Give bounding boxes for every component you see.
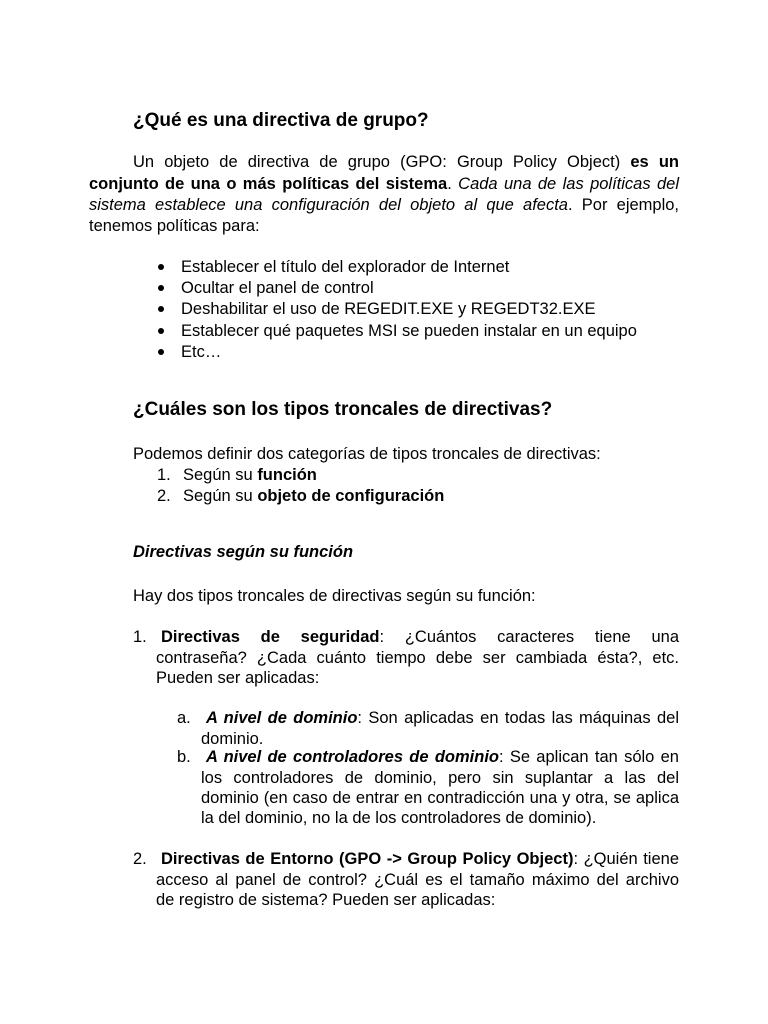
list-item-bold: objeto de configuración (257, 487, 445, 505)
paragraph-line: Hay dos tipos troncales de directivas según su función: (133, 587, 536, 605)
list-letter: b. (177, 748, 191, 766)
list-item (183, 465, 317, 486)
para-punct: . (447, 175, 452, 193)
bullet-icon (158, 306, 164, 312)
list-item-text: : Son aplicadas en todas las máquinas del (357, 709, 679, 727)
paragraph-line: Podemos definir dos categorías de tipos troncales de directivas: (133, 445, 601, 463)
list-item-text: : ¿Quién tiene (573, 850, 680, 868)
para-italic-text: sistema establece una configuración del objeto al que afecta (89, 196, 568, 214)
list-item: Establecer el título del explorador de Internet (181, 258, 510, 276)
list-item-text: Según su (183, 466, 258, 484)
list-item-bold: función (257, 466, 317, 484)
bullet-icon (158, 285, 164, 291)
para-bold-text: conjunto de una o más políticas del sistema (89, 175, 448, 193)
list-item: Deshabilitar el uso de REGEDIT.EXE y REGEDT32.EXE (181, 300, 596, 318)
list-item-text: Según su (183, 487, 258, 505)
list-item-line: dominio. (201, 730, 264, 748)
list-item-line: Pueden ser aplicadas: (156, 669, 320, 687)
bullet-icon (158, 349, 164, 355)
list-number: 1. (133, 628, 147, 646)
section-title-group-policy: ¿Qué es una directiva de grupo? (133, 110, 429, 131)
list-item-line: acceso al panel de control? ¿Cuál es el tamaño máximo del archivo (156, 871, 679, 889)
para-text: Un objeto de directiva de grupo (GPO: Group Policy Object) (133, 153, 621, 171)
list-item: Ocultar el panel de control (181, 279, 374, 297)
paragraph-line (89, 195, 679, 216)
list-item-line (206, 708, 679, 729)
list-item-line: de registro de sistema? Pueden ser aplicadas: (156, 891, 496, 909)
para-text: . Por ejemplo, (568, 196, 680, 214)
list-item-line: dominio (en caso de entrar en contradicción una y otra, se aplica (201, 789, 679, 807)
para-italic-text: Cada una de las políticas del (458, 175, 679, 193)
section-title-types: ¿Cuáles son los tipos troncales de directivas? (133, 399, 553, 420)
bullet-icon (158, 264, 164, 270)
list-number: 2. (157, 487, 171, 505)
subsection-title-function: Directivas según su función (133, 543, 354, 561)
list-item-line: la del dominio, no la de los controladores de dominio). (201, 809, 597, 827)
para-bold-text: es un (630, 153, 679, 171)
list-item-line (206, 747, 679, 768)
list-item: Establecer qué paquetes MSI se pueden instalar en un equipo (181, 322, 637, 340)
list-item-bold: Directivas de seguridad (161, 628, 380, 646)
list-item-text: : Se aplican tan sólo en (498, 748, 679, 766)
list-item-text: : ¿Cuántos caracteres tiene una (379, 628, 679, 646)
list-item-line (161, 849, 679, 870)
list-item (183, 486, 444, 507)
paragraph-line (89, 152, 679, 173)
list-item-bold-italic: A nivel de dominio (206, 709, 358, 727)
list-item-line: contraseña? ¿Cada cuánto tiempo debe ser cambiada ésta?, etc. (156, 649, 679, 667)
paragraph-line (89, 174, 679, 195)
list-item: Etc… (181, 343, 222, 361)
list-number: 2. (133, 850, 147, 868)
list-letter: a. (177, 709, 191, 727)
list-number: 1. (157, 466, 171, 484)
list-item-bold: Directivas de Entorno (GPO -> Group Policy Object) (161, 850, 574, 868)
bullet-icon (158, 328, 164, 334)
list-item-line: los controladores de dominio, pero sin suplantar a las del (201, 769, 679, 787)
list-item-bold-italic: A nivel de controladores de dominio (206, 748, 499, 766)
paragraph-line: tenemos políticas para: (89, 217, 260, 235)
list-item-line (161, 627, 679, 648)
